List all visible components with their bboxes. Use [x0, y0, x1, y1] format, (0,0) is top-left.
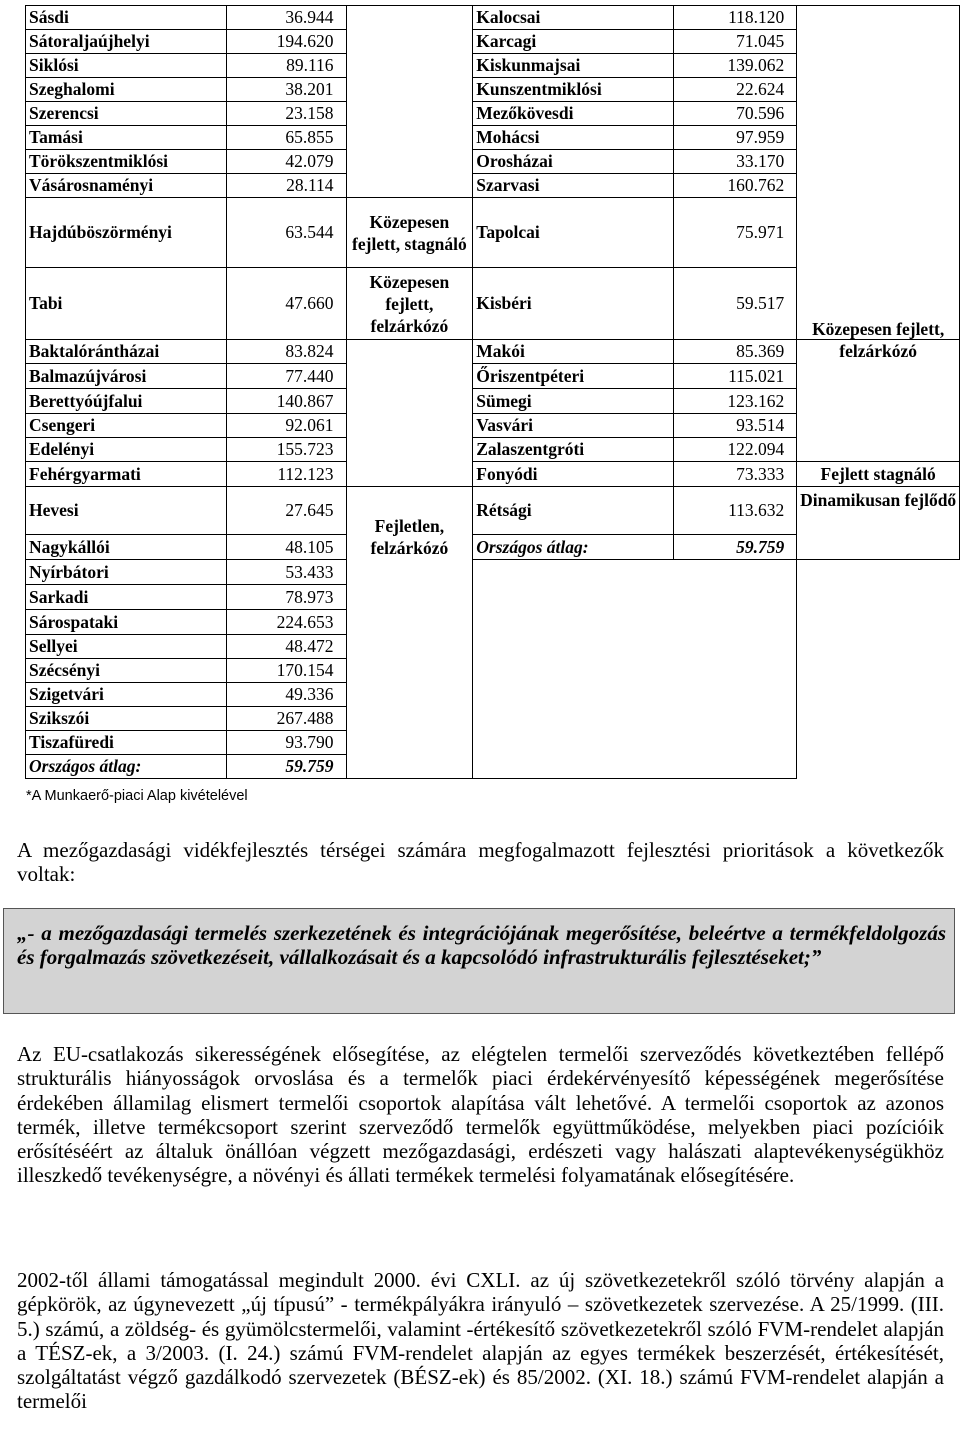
- district-name: Balmazújvárosi: [26, 364, 227, 389]
- district-name: Szarvasi: [473, 174, 674, 198]
- district-name: Sárospataki: [26, 610, 227, 635]
- district-value: 28.114: [227, 174, 346, 198]
- table-row: [26, 438, 960, 462]
- district-value: 27.645: [227, 487, 346, 535]
- district-name: Rétsági: [473, 487, 674, 535]
- national-average-value: 59.759: [227, 755, 346, 779]
- table-row: [26, 487, 960, 535]
- district-value: 36.944: [227, 6, 346, 30]
- district-name: Őriszentpéteri: [473, 364, 674, 389]
- district-name: Sásdi: [26, 6, 227, 30]
- district-value: 47.660: [227, 268, 346, 340]
- district-value: 115.021: [674, 364, 797, 389]
- national-average-label: Országos átlag:: [26, 755, 227, 779]
- district-name: Szécsényi: [26, 659, 227, 683]
- district-value: 77.440: [227, 364, 346, 389]
- district-name: Szeghalomi: [26, 78, 227, 102]
- district-name: Kalocsai: [473, 6, 674, 30]
- district-value: 113.632: [674, 487, 797, 535]
- quote-text: „- a mezőgazdasági termelés szerkezetének és integrációjának megerősítése, beleértve a termékfeldolgozás és forgalmazás szövetkezéseit, vállalkozásait és a kapcsolódó infrastrukturális fejlesztéseket;”: [17, 921, 946, 970]
- district-value: 267.488: [227, 707, 346, 731]
- district-value: 92.061: [227, 414, 346, 438]
- category-label: Fejlett stagnáló: [797, 462, 960, 487]
- district-name: Csengeri: [26, 414, 227, 438]
- category-cell: [797, 6, 960, 340]
- district-value: 59.517: [674, 268, 797, 340]
- category-label: Közepesen fejlett, felzárkózó: [797, 318, 960, 440]
- district-value: 93.790: [227, 731, 346, 755]
- district-name: Fonyódi: [473, 462, 674, 487]
- district-name: Nagykállói: [26, 535, 227, 560]
- paragraph-producer-groups: Az EU-csatlakozás sikerességének elősegítése, az elégtelen termelői szerveződés következtében fellépő strukturális hiányosságok orvoslása és a termelők piaci érdekérvényesítő képességének megerősítése érdekében államilag elismert termelői csoportok alapítása vált lehetővé. A termelői csoportok az azonos termék, illetve termékcsoport szerint szerveződő termelők együttműködése, melyekben piaci pozícióik erősítéséért az általuk önállóan végzett mezőgazdasági, erdészeti vagy halászati alaptevékenységükhöz illeszkedő tevékenységre, a növényi és állati termékek termelési folyamatának elősegítésére.: [17, 1042, 944, 1188]
- district-name: Nyírbátori: [26, 560, 227, 585]
- table-row: [26, 6, 960, 30]
- district-value: 71.045: [674, 30, 797, 54]
- district-name: Orosházai: [473, 150, 674, 174]
- district-name: Szikszói: [26, 707, 227, 731]
- district-value: 155.723: [227, 438, 346, 462]
- district-value: 123.162: [674, 389, 797, 414]
- district-value: 83.824: [227, 340, 346, 364]
- table-row: [26, 560, 960, 585]
- category-label: Közepesen fejlett, felzárkózó: [346, 268, 473, 340]
- district-value: 38.201: [227, 78, 346, 102]
- category-cell: [346, 6, 473, 198]
- district-value: 89.116: [227, 54, 346, 78]
- district-name: Vásárosnaményi: [26, 174, 227, 198]
- district-value: 65.855: [227, 126, 346, 150]
- district-value: 70.596: [674, 102, 797, 126]
- district-value: 42.079: [227, 150, 346, 174]
- district-value: 160.762: [674, 174, 797, 198]
- district-name: Fehérgyarmati: [26, 462, 227, 487]
- district-value: 140.867: [227, 389, 346, 414]
- district-name: Makói: [473, 340, 674, 364]
- category-cell: [346, 340, 473, 487]
- category-label: Fejletlen, felzárkózó: [346, 487, 473, 779]
- table-row: [26, 340, 960, 364]
- district-value: 63.544: [227, 198, 346, 268]
- district-value: 33.170: [674, 150, 797, 174]
- table-footnote: *A Munkaerő-piaci Alap kivételével: [26, 788, 248, 804]
- district-value: 73.333: [674, 462, 797, 487]
- district-name: Berettyóújfalui: [26, 389, 227, 414]
- blank-cell: [797, 560, 960, 779]
- district-name: Sellyei: [26, 635, 227, 659]
- district-value: 49.336: [227, 683, 346, 707]
- empty-area: [473, 560, 797, 779]
- district-name: Edelényi: [26, 438, 227, 462]
- district-name: Zalaszentgróti: [473, 438, 674, 462]
- category-label: Közepesen fejlett, stagnáló: [346, 198, 473, 268]
- district-value: 22.624: [674, 78, 797, 102]
- district-value: 170.154: [227, 659, 346, 683]
- national-average-label: Országos átlag:: [473, 535, 674, 560]
- district-name: Mohácsi: [473, 126, 674, 150]
- district-value: 78.973: [227, 585, 346, 610]
- district-name: Törökszentmiklósi: [26, 150, 227, 174]
- district-name: Sümegi: [473, 389, 674, 414]
- district-value: 23.158: [227, 102, 346, 126]
- district-value: 112.123: [227, 462, 346, 487]
- district-value: 93.514: [674, 414, 797, 438]
- district-name: Tiszafüredi: [26, 731, 227, 755]
- quote-box: [3, 908, 955, 1014]
- district-table: [25, 5, 960, 779]
- category-label: Dinamikusan fejlődő: [797, 487, 960, 560]
- district-value: 48.472: [227, 635, 346, 659]
- district-name: Tamási: [26, 126, 227, 150]
- district-value: 139.062: [674, 54, 797, 78]
- district-name: Sarkadi: [26, 585, 227, 610]
- district-value: 224.653: [227, 610, 346, 635]
- district-name: Szerencsi: [26, 102, 227, 126]
- district-name: Hevesi: [26, 487, 227, 535]
- district-name: Sátoraljaújhelyi: [26, 30, 227, 54]
- district-value: 194.620: [227, 30, 346, 54]
- district-value: 75.971: [674, 198, 797, 268]
- district-name: Kiskunmajsai: [473, 54, 674, 78]
- paragraph-priorities: A mezőgazdasági vidékfejlesztés térségei számára megfogalmazott fejlesztési prioritások a következők voltak:: [17, 838, 944, 887]
- paragraph-cooperatives: 2002-től állami támogatással megindult 2000. évi CXLI. az új szövetkezetekről szóló törvény alapján a gépkörök, az úgynevezett „új típusú” - termékpályákra irányuló – szövetkezetek szervezése. A 25/1999. (III. 5.) számú, a zöldség- és gyümölcstermelői, valamint -értékesítő szövetkezetekről szóló FVM-rendelet alapján a TÉSZ-ek, a 3/2003. (I. 24.) számú FVM-rendelet alapján az egyes termékek beszerzését, értékesítését, szolgáltatást végző gazdálkodó szervezetek (BÉSZ-ek) és 85/2002. (XI. 18.) számú FVM-rendelet alapján a termelői: [17, 1268, 944, 1414]
- district-name: Mezőkövesdi: [473, 102, 674, 126]
- district-value: 85.369: [674, 340, 797, 364]
- district-name: Vasvári: [473, 414, 674, 438]
- district-value: 97.959: [674, 126, 797, 150]
- district-name: Kisbéri: [473, 268, 674, 340]
- district-value: 48.105: [227, 535, 346, 560]
- district-name: Karcagi: [473, 30, 674, 54]
- district-name: Siklósi: [26, 54, 227, 78]
- district-value: 53.433: [227, 560, 346, 585]
- national-average-value: 59.759: [674, 535, 797, 560]
- district-name: Baktalórántházai: [26, 340, 227, 364]
- district-value: 122.094: [674, 438, 797, 462]
- district-name: Hajdúböszörményi: [26, 198, 227, 268]
- district-name: Kunszentmiklósi: [473, 78, 674, 102]
- district-name: Szigetvári: [26, 683, 227, 707]
- district-value: 118.120: [674, 6, 797, 30]
- district-name: Tapolcai: [473, 198, 674, 268]
- district-name: Tabi: [26, 268, 227, 340]
- table-row: [26, 462, 960, 487]
